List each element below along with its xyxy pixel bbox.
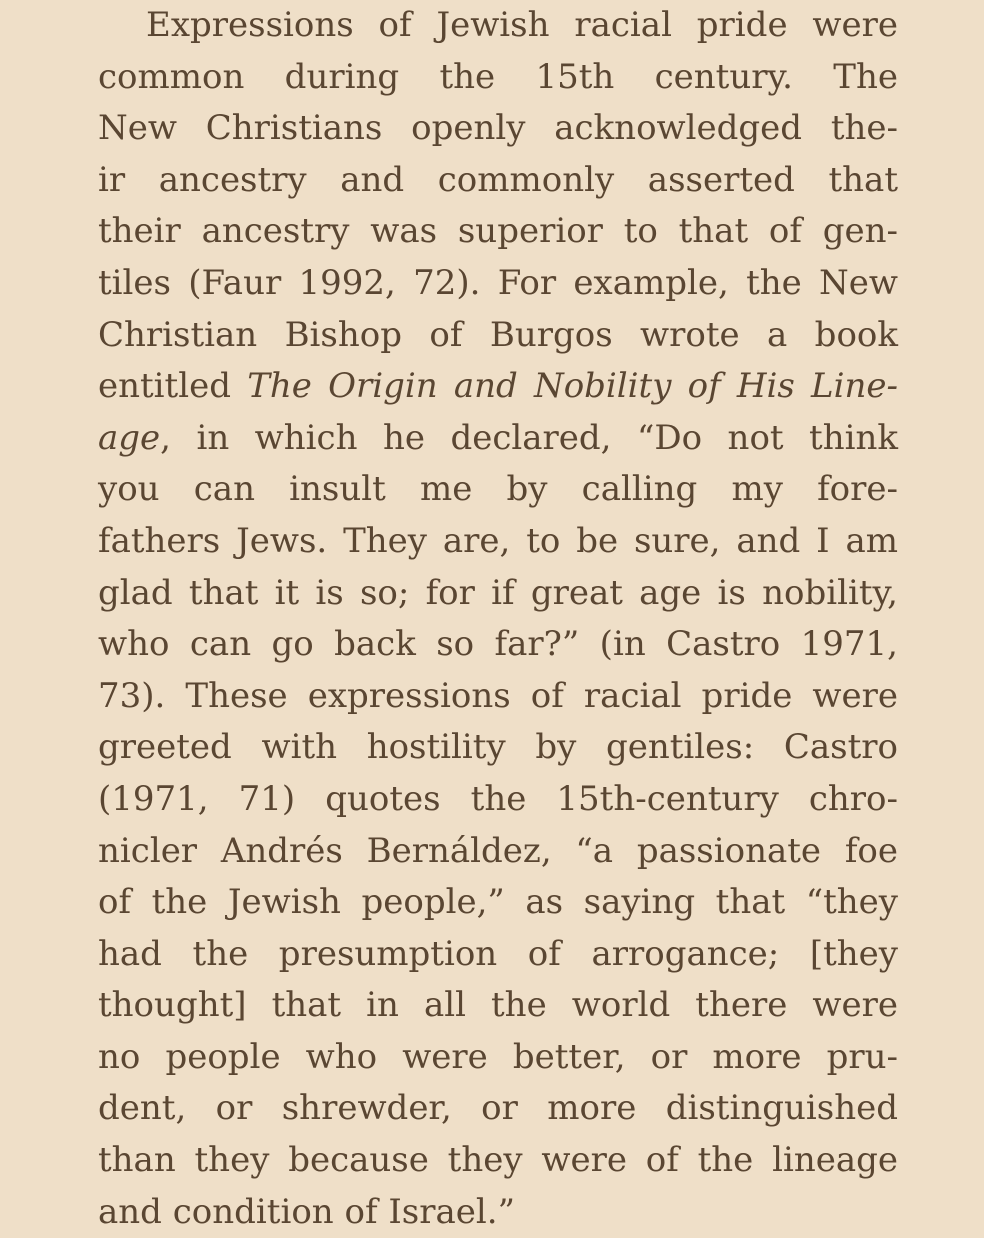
book-title-part-1: The Origin and Nobility of His Line- [247,366,898,407]
text-line-6: tiles (Faur 1992, 72). For example, the New [98,262,898,303]
text-line-8 [98,361,898,413]
text-line-17: nicler Andrés Bernáldez, “a passionate foe [98,830,898,871]
text-line-2: common during the 15th century. The [98,56,898,97]
text-line-3: New Christians openly acknowledged the- [98,108,898,149]
paragraph [98,0,898,1238]
text-line-21: no people who were better, or more pru- [98,1036,898,1077]
line-8-start: entitled [98,366,248,407]
book-title-part-2: age [98,417,161,458]
text-line-13: who can go back so far?” (in Castro 1971, [98,624,898,665]
text-line-4: ir ancestry and commonly asserted that [98,159,898,200]
text-line-19: had the presumption of arrogance; [they [98,933,898,974]
text-line-14: 73). These expressions of racial pride were [98,675,898,716]
text-line-9 [98,413,898,465]
text-line-7: Christian Bishop of Burgos wrote a book [98,314,898,355]
text-line-16: (1971, 71) quotes the 15th-century chro- [98,778,898,819]
text-line-1: Expressions of Jewish racial pride were [146,5,898,45]
text-line-5: their ancestry was superior to that of gen- [98,211,898,252]
text-line-23: than they because they were of the lineage [98,1140,898,1181]
text-line-22: dent, or shrewder, or more distinguished [98,1088,898,1129]
text-line-24: and condition of Israel.” [98,1191,515,1232]
line-9-rest: , in which he declared, “Do not think [160,417,898,458]
text-line-10: you can insult me by calling my fore- [98,469,898,510]
text-line-15: greeted with hostility by gentiles: Castro [98,727,898,768]
text-line-18: of the Jewish people,” as saying that “they [98,882,898,923]
text-line-20: thought] that in all the world there were [98,985,898,1026]
text-line-12: glad that it is so; for if great age is nobility, [98,572,898,613]
text-line-11: fathers Jews. They are, to be sure, and I am [98,520,898,561]
